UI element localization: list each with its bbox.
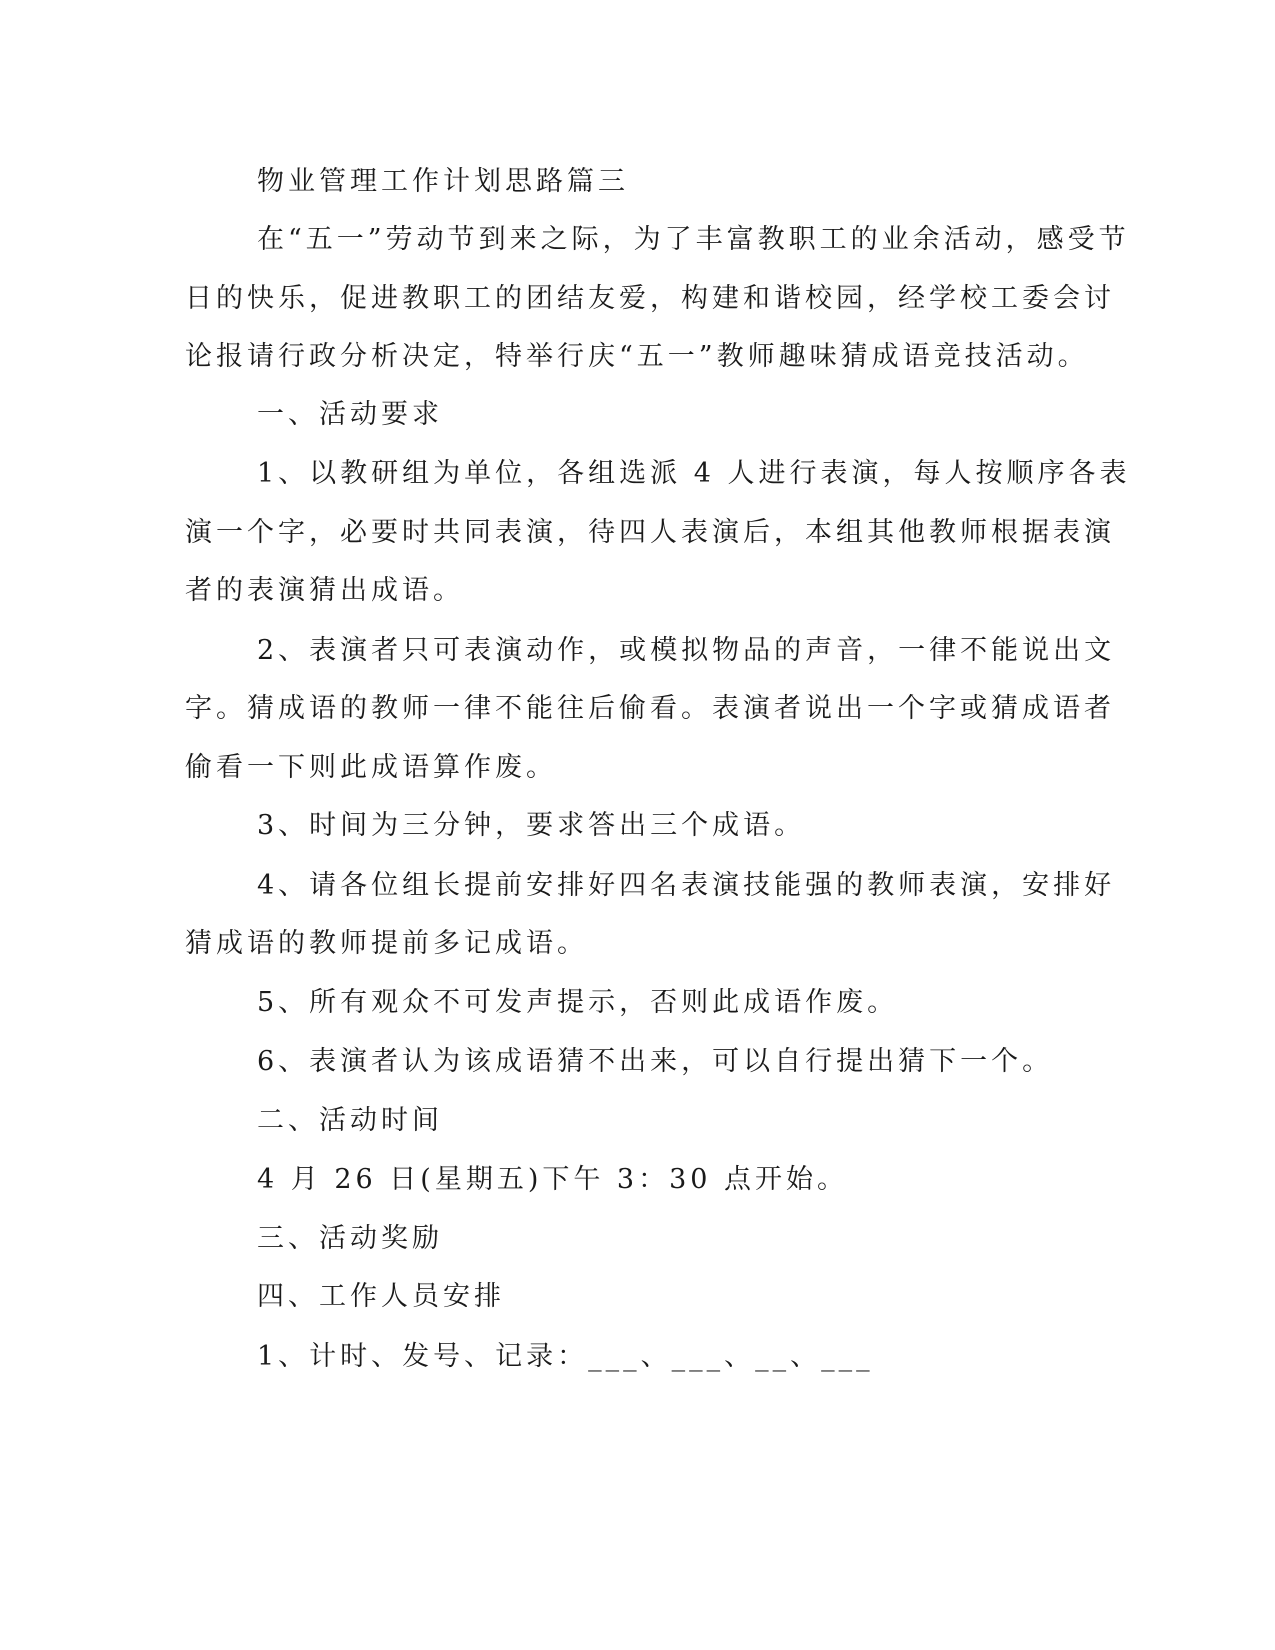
intro-line-2: 日的快乐，促进教职工的团结友爱，构建和谐校园，经学校工委会讨 xyxy=(185,283,1115,314)
requirement-3: 3、时间为三分钟，要求答出三个成语。 xyxy=(257,810,806,841)
section-heading-rewards: 三、活动奖励 xyxy=(257,1223,443,1254)
requirement-6: 6、表演者认为该成语猜不出来，可以自行提出猜下一个。 xyxy=(257,1046,1054,1077)
requirement-2-line-2: 字。猜成语的教师一律不能往后偷看。表演者说出一个字或猜成语者 xyxy=(185,693,1115,724)
section-heading-time: 二、活动时间 xyxy=(257,1105,443,1136)
intro-line-1: 在“五一”劳动节到来之际，为了丰富教职工的业余活动，感受节 xyxy=(257,224,1130,255)
requirement-1-line-3: 者的表演猜出成语。 xyxy=(185,575,464,606)
activity-time: 4 月 26 日(星期五)下午 3：30 点开始。 xyxy=(257,1164,849,1195)
requirement-2-line-3: 偷看一下则此成语算作废。 xyxy=(185,752,557,783)
requirement-4-line-1: 4、请各位组长提前安排好四名表演技能强的教师表演，安排好 xyxy=(257,870,1116,901)
requirement-1-line-1: 1、以教研组为单位，各组选派 4 人进行表演，每人按顺序各表 xyxy=(257,458,1131,489)
section-heading-staff: 四、工作人员安排 xyxy=(257,1281,505,1312)
intro-line-3: 论报请行政分析决定，特举行庆“五一”教师趣味猜成语竞技活动。 xyxy=(185,341,1089,372)
document-title: 物业管理工作计划思路篇三 xyxy=(257,166,629,197)
section-heading-requirements: 一、活动要求 xyxy=(257,399,443,430)
requirement-2-line-1: 2、表演者只可表演动作，或模拟物品的声音，一律不能说出文 xyxy=(257,635,1116,666)
requirement-1-line-2: 演一个字，必要时共同表演，待四人表演后，本组其他教师根据表演 xyxy=(185,517,1115,548)
requirement-5: 5、所有观众不可发声提示，否则此成语作废。 xyxy=(257,987,899,1018)
staff-assignment-1: 1、计时、发号、记录：___、___、__、___ xyxy=(257,1341,874,1372)
requirement-4-line-2: 猜成语的教师提前多记成语。 xyxy=(185,928,588,959)
